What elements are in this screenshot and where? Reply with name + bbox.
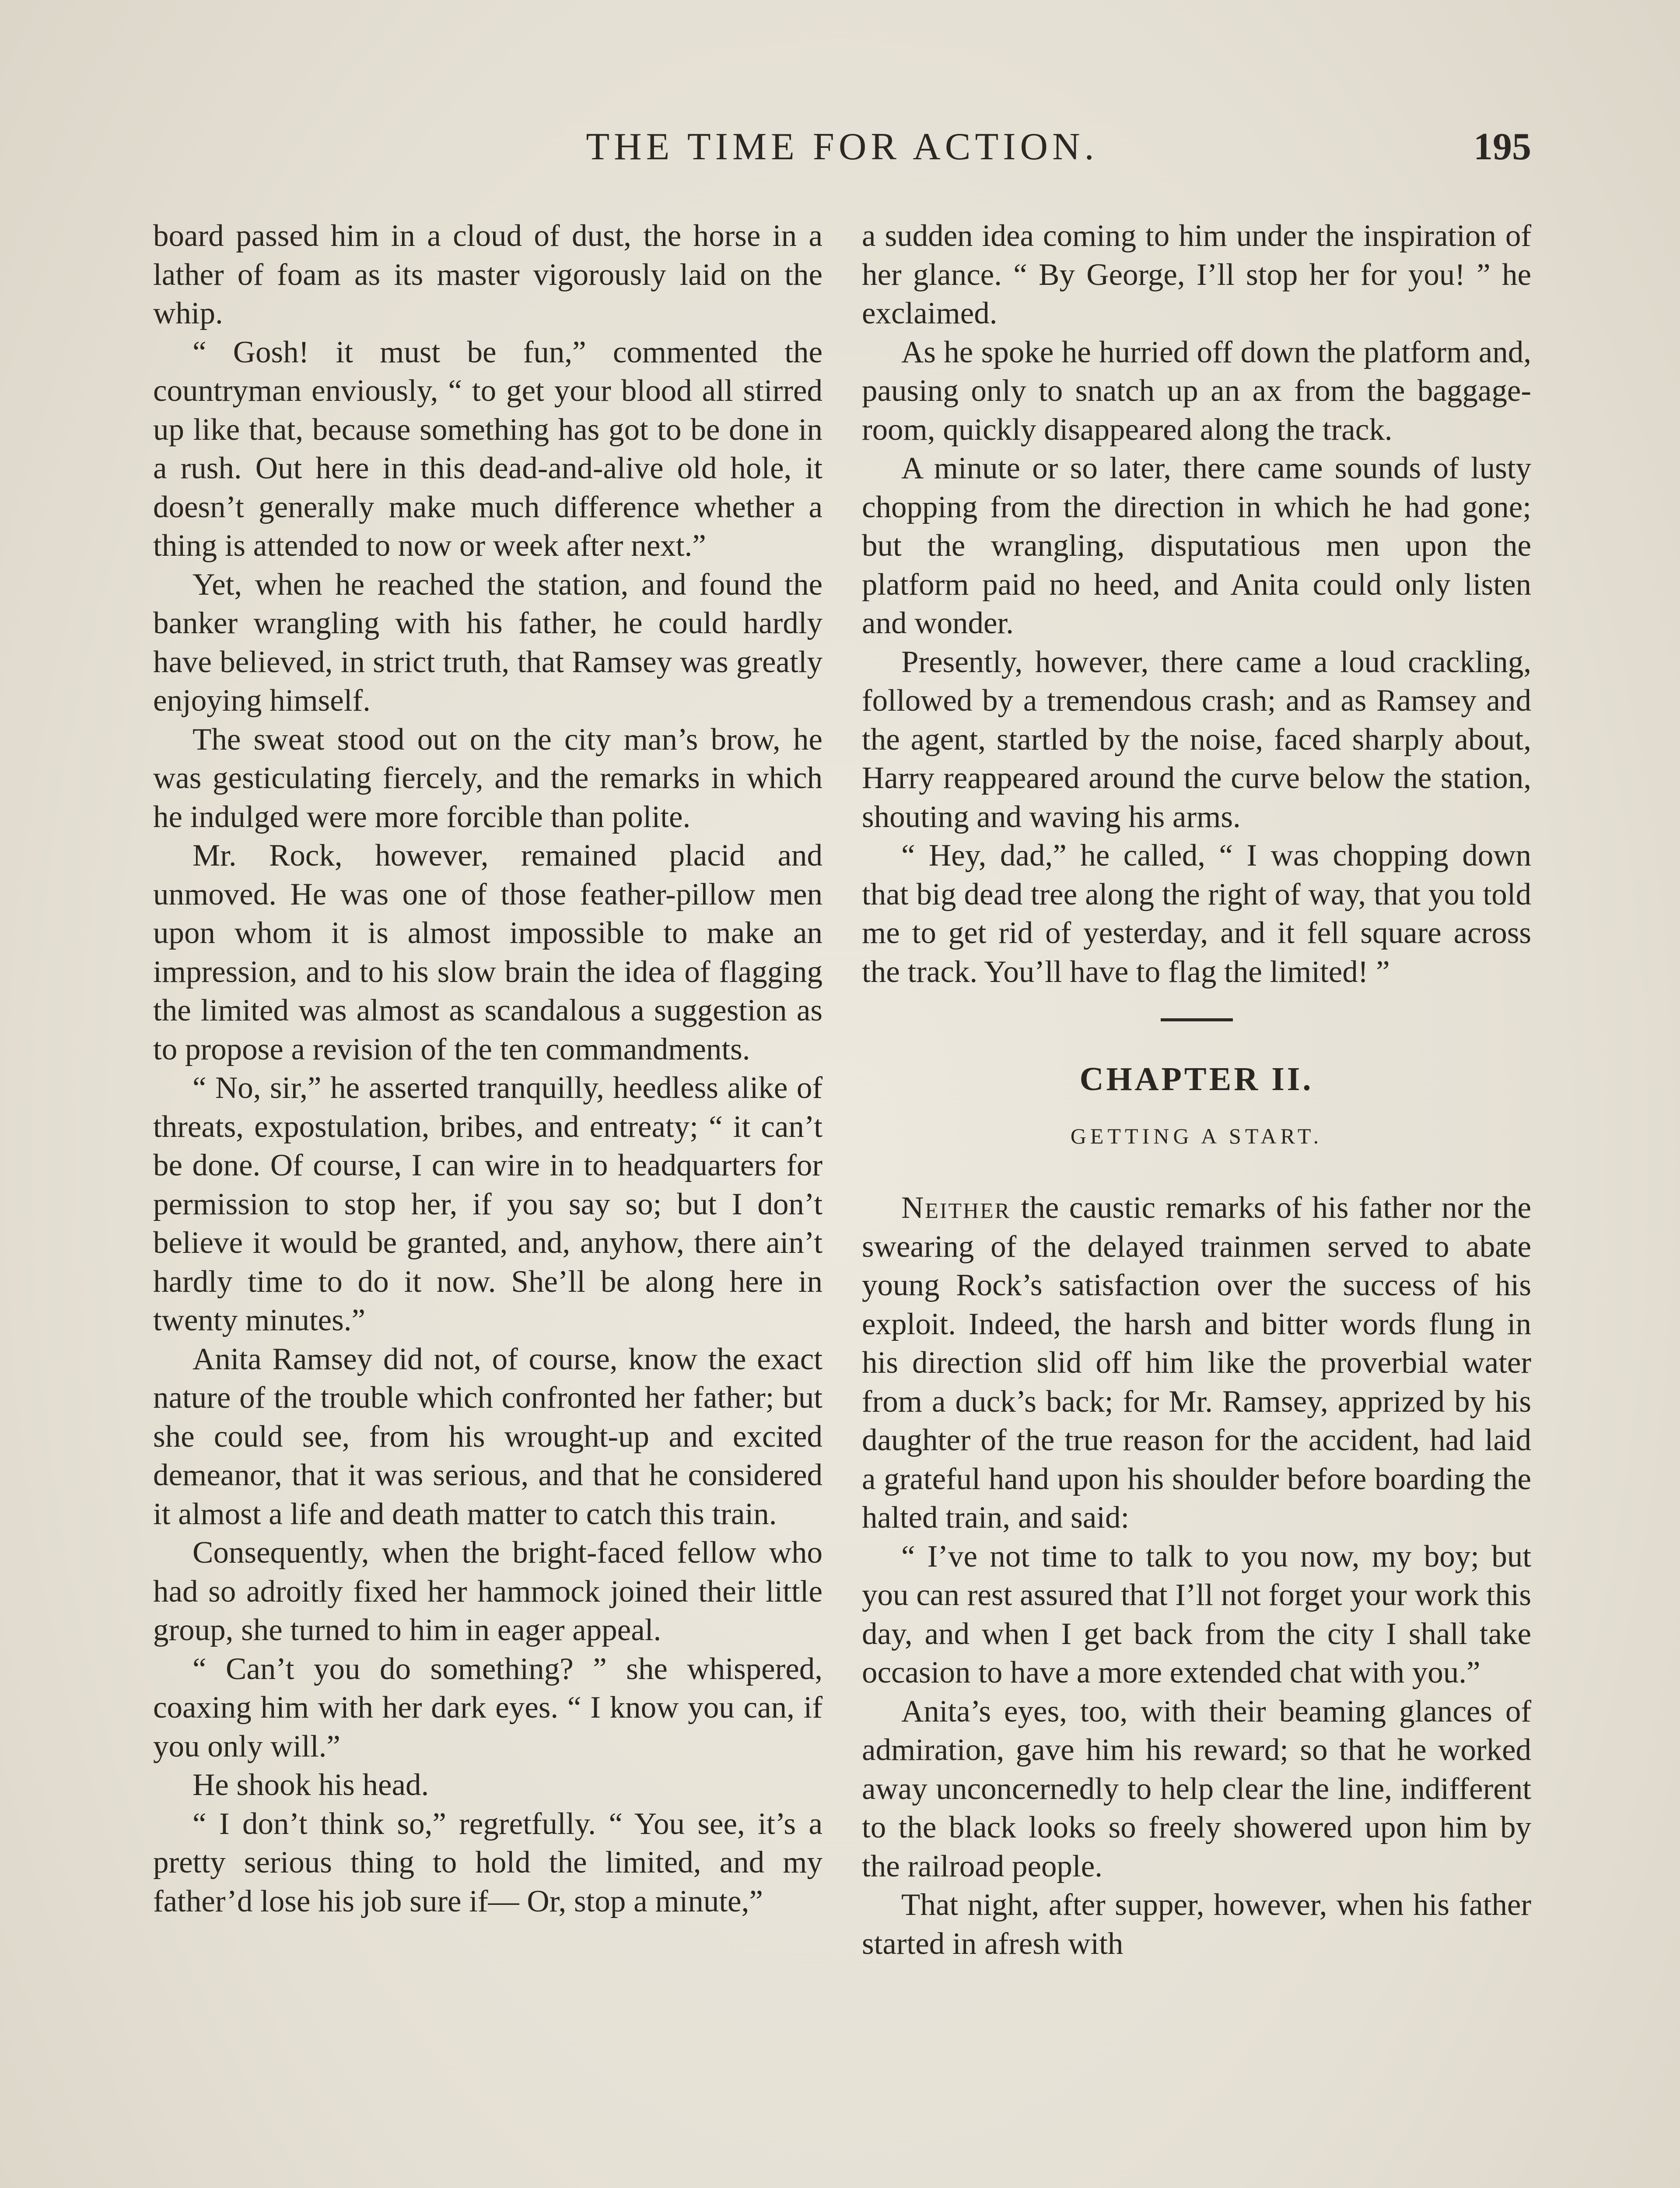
paragraph: He shook his head.: [192, 1768, 429, 1802]
paragraph: a sudden idea coming to him under the inspiration of her glance. “ By George, I’ll stop her for you! ” he exclaimed.: [862, 219, 1531, 330]
paragraph: “ Gosh! it must be fun,” commented the countryman enviously, “ to get your blood all stirred up like that, because something has got to be done in a rush. Out here in this dead-and-alive old hole, it doesn’t generally make much difference whether a thing is attended to now or week after next.”: [153, 335, 822, 563]
paragraph: Yet, when he reached the station, and found the banker wrangling with his father, he could hardly have believed, in strict truth, that Ramsey was greatly enjoying himself.: [153, 567, 822, 718]
paragraph: “ Can’t you do something? ” she whispered, coaxing him with her dark eyes. “ I know you can, if you only will.”: [153, 1652, 822, 1764]
paragraph: As he spoke he hurried off down the platform and, pausing only to snatch up an ax from the baggage-room, quickly disappeared along the track.: [862, 335, 1531, 447]
chapter-title: CHAPTER II.: [1079, 1061, 1314, 1098]
section-divider: [1161, 1018, 1233, 1021]
paragraph: “ I don’t think so,” regretfully. “ You see, it’s a pretty serious thing to hold the limited, and my father’d lose his job sure if— Or, stop a minute,”: [153, 1806, 822, 1918]
paragraph: Consequently, when the bright-faced fellow who had so adroitly fixed her hammock joined their little group, she turned to him in eager appeal.: [153, 1536, 822, 1647]
paragraph: board passed him in a cloud of dust, the horse in a lather of foam as its master vigorously laid on the whip.: [153, 219, 822, 330]
paragraph: A minute or so later, there came sounds of lusty chopping from the direction in which he had gone; but the wrangling, disputatious men upon the platform paid no heed, and Anita could only listen and wonder.: [862, 451, 1531, 640]
paragraph: The sweat stood out on the city man’s brow, he was gesticulating fiercely, and the remarks in which he indulged were more forcible than polite.: [153, 722, 822, 834]
opening-word: Neither: [901, 1191, 1011, 1225]
paragraph: That night, after supper, however, when his father started in afresh with: [862, 1888, 1531, 1961]
paragraph: “ Hey, dad,” he called, “ I was chopping down that big dead tree along the right of way, that you told me to get rid of yesterday, and it fell square across the track. You’ll have to flag the limited! ”: [862, 838, 1531, 989]
paragraph: “ No, sir,” he asserted tranquilly, heedless alike of threats, expostulation, bribes, and entreaty; “ it can’t be done. Of course, I can wire in to headquarters for permission to stop her, if you say so; but I don’t believe it would be granted, and, anyhow, there ain’t hardly time to do it now. She’ll be along here in twenty minutes.”: [153, 1071, 822, 1337]
paragraph: Anita’s eyes, too, with their beaming glances of admiration, gave him his reward; so that he worked away unconcernedly to help clear the line, indifferent to the black looks so freely showered upon him by the railroad people.: [862, 1694, 1531, 1883]
paragraph: Presently, however, there came a loud crackling, followed by a tremendous crash; and as Ramsey and the agent, startled by the noise, faced sharply about, Harry reappeared around the curve below the station, shouting and waving his arms.: [862, 645, 1531, 834]
chapter-subtitle: GETTING A START.: [1070, 1124, 1323, 1148]
paragraph: Anita Ramsey did not, of course, know the exact nature of the trouble which confronted her father; but she could see, from his wrought-up and excited demeanor, that it was serious, and that he considered it almost a life and death matter to catch this train.: [153, 1342, 822, 1531]
left-column: [153, 217, 822, 1921]
opening-text: the caustic remarks of his father nor the swearing of the delayed trainmen served to abate young Rock’s satisfaction over the success of his exploit. Indeed, the harsh and bitter words flung in his direction slid off him like the proverbial water from a duck’s back; for Mr. Ramsey, apprized by his daughter of the true reason for the accident, had laid a grateful hand upon his shoulder before boarding the halted train, and said:: [862, 1191, 1531, 1535]
page-header: [153, 125, 1531, 182]
chapter-opening-paragraph: [862, 1189, 1531, 1537]
paragraph: Mr. Rock, however, remained placid and unmoved. He was one of those feather-pillow men upon whom it is almost impossible to make an impression, and to his slow brain the idea of flagging the limited was almost as scandalous a suggestion as to propose a revision of the ten commandments.: [153, 838, 822, 1066]
right-column: [862, 217, 1531, 1963]
paragraph: “ I’ve not time to talk to you now, my boy; but you can rest assured that I’ll not forget your work this day, and when I get back from the city I shall take occasion to have a more extended chat with you.”: [862, 1539, 1531, 1690]
running-title: THE TIME FOR ACTION.: [586, 126, 1099, 168]
page-number: 195: [1474, 126, 1531, 168]
